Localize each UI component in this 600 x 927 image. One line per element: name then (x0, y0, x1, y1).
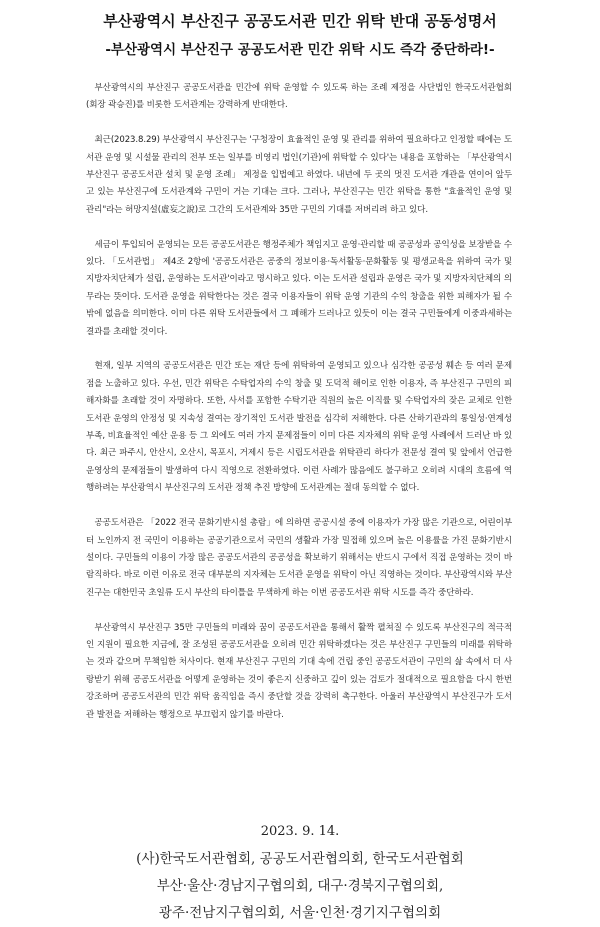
organization-line: 광주·전남지구협의회, 서울·인천·경기지구협의회 (158, 905, 442, 921)
organization-line: 부산·울산·경남지구협의회, 대구·경북지구협의회, (156, 878, 444, 894)
paragraph-conclusion: 부산광역시 부산진구 35만 구민들의 미래와 꿈이 공공도서관을 통해서 활짝 펼쳐질 수 있도록 부산진구의 적극적인 지원이 필요한 지금에, 잘 조성된 공공도서관을 오히려 민간 위탁하겠다는 것은 부산진구 구민들의 미래를 위탁하는 것과 같으며 무책임한 처사이다. 현재 부산진구 구민의 기대 속에 건립 중인 공공도서관이 구민의 삶 속에서 더 사랑받기 위해 공공도서관을 어떻게 운영하는 것이 좋은지 신중하고 깊이 있는 검토가 절대적으로 필요함을 다시 한번 강조하며 공공도서관의 민간 위탁 움직임을 즉시 중단할 것을 강력히 촉구한다. 아울러 부산광역시 부산진구가 도서관 발전을 저해하는 행정으로 부끄럽지 않기를 바란다. (86, 622, 512, 720)
paragraph-public-nature: 세금이 투입되어 운영되는 모든 공공도서관은 행정주체가 책임지고 운영·관리할 때 공공성과 공익성을 보장받을 수 있다. 「도서관법」 제4조 2항에 '공공도서관은 공중의 정보이용·독서활동·문화활동 및 평생교육을 위하여 국가 및 지방자치단체가 설립, 운영하는 도서관'이라고 명시하고 있다. 이는 도서관 설립과 운영은 국가 및 지방자치단체의 의무라는 뜻이다. 도서관 운영을 위탁한다는 것은 결국 이용자들이 위탁 운영 기관의 수익 창출을 위한 피해자가 될 수밖에 없음을 의미한다. 이미 다른 위탁 도서관들에서 그 폐해가 드러나고 있듯이 이는 결국 구민들에게 이중과세하는 결과를 초래할 것이다. (86, 239, 512, 337)
signatory-organizations (0, 846, 600, 927)
statement-date: 2023. 9. 14. (260, 824, 340, 839)
paragraph-problems: 현재, 일부 지역의 공공도서관은 민간 또는 재단 등에 위탁하여 운영되고 있으나 심각한 공공성 훼손 등 여러 문제점을 노출하고 있다. 우선, 민간 위탁은 수탁업자의 수익 창출 및 도덕적 해이로 인한 이용자, 즉 부산진구 구민의 피해자화를 초래할 것이 자명하다. 또한, 사서를 포함한 수탁기관 직원의 높은 이직률 및 수탁업자의 잦은 교체로 인한 도서관 운영의 안정성 및 지속성 결여는 장기적인 도서관 발전을 심각히 저해한다. 다른 산하기관과의 통일성·연계성 부족, 비효율적인 예산 운용 등 그 외에도 여러 가지 문제점들이 이미 다른 지자체의 위탁 운영 사례에서 드러난 바 있다. 최근 파주시, 안산시, 오산시, 목포시, 거제시 등은 시립도서관을 위탁관리 하다가 전문성 결여 및 앞에서 언급한 운영상의 문제점들이 발생하여 다시 직영으로 전환하였다. 이런 사례가 많음에도 불구하고 오히려 시대의 흐름에 역행하려는 부산광역시 부산진구의 도서관 정책 추진 방향에 도서관계는 절대 동의할 수 없다. (86, 361, 512, 494)
document-title: 부산광역시 부산진구 공공도서관 민간 위탁 반대 공동성명서 (103, 12, 497, 30)
document-subtitle: -부산광역시 부산진구 공공도서관 민간 위탁 시도 즉각 중단하라!- (105, 42, 495, 58)
paragraph-usage: 공공도서관은 「2022 전국 문화기반시설 총람」에 의하면 공공시설 중에 이용자가 가장 많은 기관으로, 어린이부터 노인까지 전 국민이 이용하는 공공기관으로서 국민의 생활과 가장 밀접해 있으며 높은 이용률을 가진 문화기반시설이다. 구민들의 이용이 가장 많은 공공도서관의 공공성을 확보하기 위해서는 반드시 구에서 직접 운영하는 것이 바람직하다. 바로 이런 이유로 전국 대부분의 지자체는 도서관 운영을 위탁이 아닌 직영하는 것이다. 부산광역시와 부산진구는 대한민국 초일류 도시 부산의 타이틀을 무색하게 하는 이번 공공도서관 위탁 시도를 즉각 중단하라. (86, 518, 512, 598)
statement-body (86, 80, 512, 741)
organization-line: (사)한국도서관협회, 공공도서관협의회, 한국도서관협회 (136, 851, 464, 867)
paragraph-intro: 부산광역시의 부산진구 공공도서관을 민간에 위탁 운영할 수 있도록 하는 조례 제정을 사단법인 한국도서관협회(회장 곽승진)를 비롯한 도서관계는 강력하게 반대한다. (86, 83, 512, 111)
paragraph-background: 최근(2023.8.29) 부산광역시 부산진구는 '구청장이 효율적인 운영 및 관리를 위하여 필요하다고 인정할 때에는 도서관 운영 및 시설물 관리의 전부 또는 일부를 비영리 법인(기관)에 위탁할 수 있다'는 내용을 포함하는 「부산광역시 부산진구 공공도서관 설치 및 운영 조례」 제정을 입법예고 하였다. 내년에 두 곳의 멋진 도서관 개관을 연이어 앞두고 있는 부산진구에 도서관계와 구민이 거는 기대는 크다. 그러나, 부산진구는 민간 위탁을 통한 "효율적인 운영 및 관리"라는 허망지설(虛妄之說)로 그간의 도서관계와 35만 구민의 기대를 저버리려 하고 있다. (86, 135, 512, 215)
